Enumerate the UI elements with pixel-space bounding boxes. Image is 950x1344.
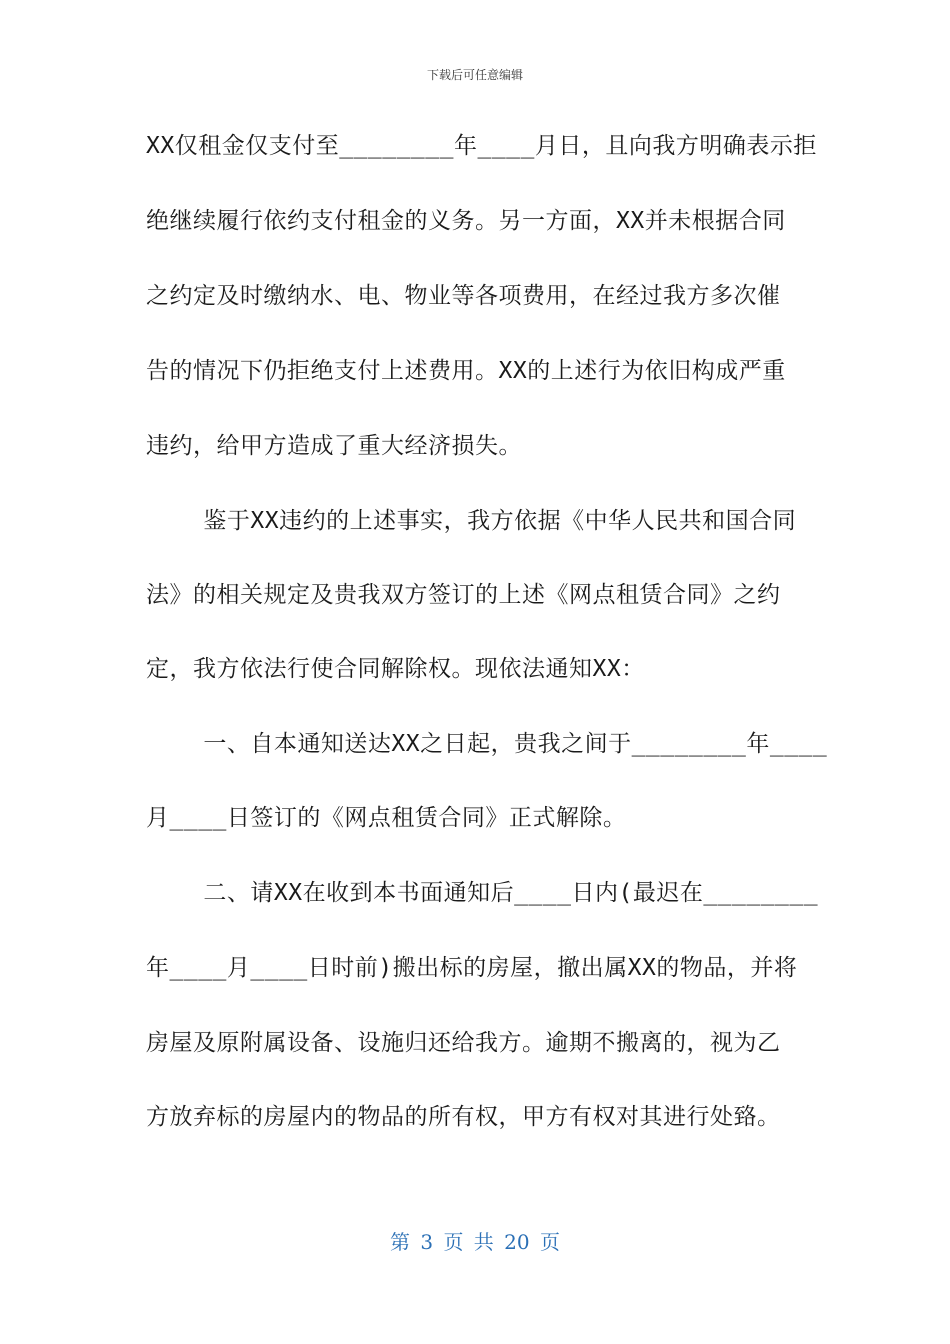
text-line: 之约定及时缴纳水、电、物业等各项费用，在经过我方多次催 <box>146 283 781 309</box>
text-line: 月____日签订的《网点租赁合同》正式解除。 <box>146 805 627 831</box>
text-line: XX仅租金仅支付至________年____月日，且向我方明确表示拒 <box>146 133 817 159</box>
text-line: 二、请XX在收到本书面通知后____日内(最迟在________ <box>146 880 819 906</box>
text-line: 违约，给甲方造成了重大经济损失。 <box>146 433 522 459</box>
download-note: 下载后可任意编辑 <box>426 68 523 82</box>
text-line: 鉴于XX违约的上述事实，我方依据《中华人民共和国合同 <box>146 508 797 534</box>
page-number: 第 3 页 共 20 页 <box>390 1230 560 1254</box>
text-line: 方放弃标的房屋内的物品的所有权，甲方有权对其进行处臵。 <box>146 1104 781 1130</box>
text-line: 告的情况下仍拒绝支付上述费用。XX的上述行为依旧构成严重 <box>146 358 786 384</box>
text-line: 定，我方依法行使合同解除权。现依法通知XX： <box>146 656 645 682</box>
text-line: 房屋及原附属设备、设施归还给我方。逾期不搬离的，视为乙 <box>146 1030 781 1056</box>
text-line: 绝继续履行依约支付租金的义务。另一方面，XX并未根据合同 <box>146 208 786 234</box>
text-line: 年____月____日时前)搬出标的房屋，撤出属XX的物品，并将 <box>146 955 798 981</box>
text-line: 一、自本通知送达XX之日起，贵我之间于________年____ <box>146 731 828 757</box>
text-line: 法》的相关规定及贵我双方签订的上述《网点租赁合同》之约 <box>146 582 781 608</box>
